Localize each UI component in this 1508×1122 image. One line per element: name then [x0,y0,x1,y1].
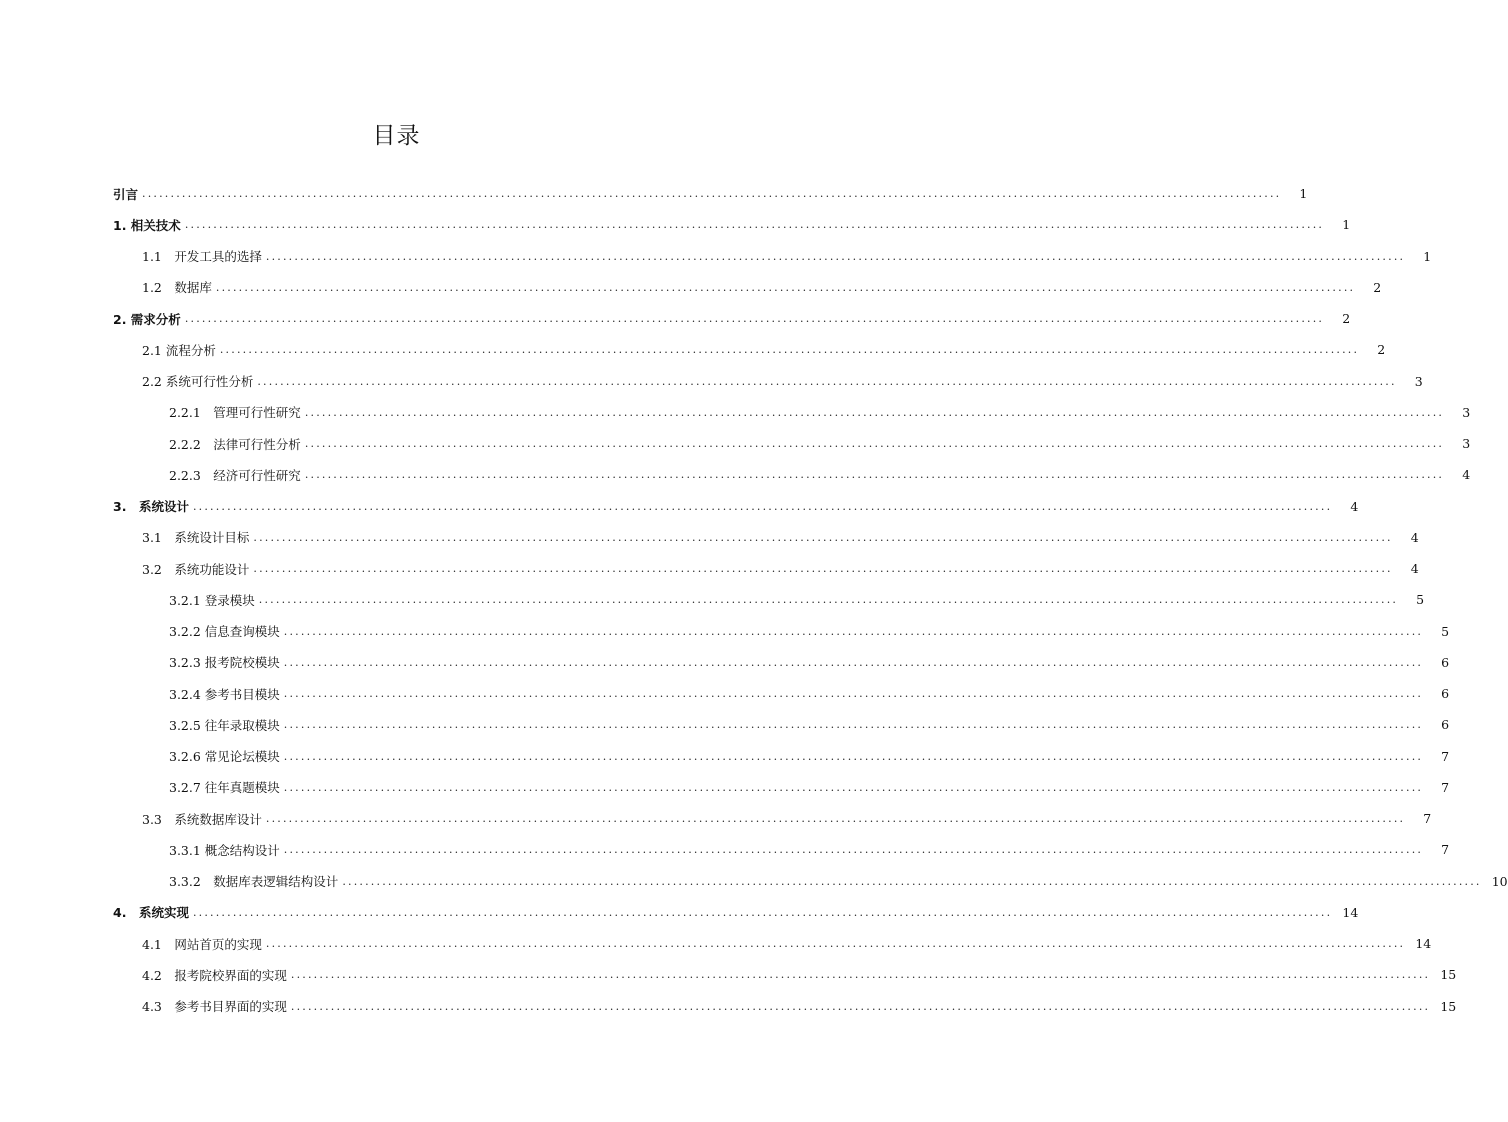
toc-entry-text: 4.1 网站首页的实现 [142,936,262,952]
toc-entry-text: 2.2.1 管理可行性研究 [169,405,301,421]
toc-leader-dots: ........................................................................................................................................................................................................ [253,530,1393,544]
toc-leader-dots: ........................................................................................................................................................................................................ [304,468,1445,482]
toc-leader-dots: ........................................................................................................................................................................................................ [283,780,1424,794]
toc-leader-dots: ........................................................................................................................................................................................................ [253,562,1393,576]
toc-entry-text: 3.2.1 登录模块 [169,592,255,608]
toc-leader-dots: ........................................................................................................................................................................................................ [283,624,1424,638]
toc-entry[interactable] [0,897,1359,928]
toc-leader-dots: ........................................................................................................................................................................................................ [215,280,1356,294]
toc-entry-text: 2.2.3 经济可行性研究 [169,467,301,483]
toc-leader-dots: ........................................................................................................................................................................................................ [184,312,1325,326]
toc-entry-text: 1.1 开发工具的选择 [142,249,262,265]
toc-page-number: 5 [1416,592,1425,608]
toc-entry[interactable] [0,803,1432,834]
toc-page-number: 2 [1342,311,1351,327]
toc-page-number: 2 [1373,279,1382,295]
toc-page-number: 4 [1410,561,1419,577]
toc-entry-text: 4. 系统实现 [113,905,189,921]
toc-entry[interactable] [0,834,1450,865]
toc-entry[interactable] [0,991,1457,1022]
toc-entry[interactable] [0,397,1471,428]
toc-entry-text: 3.2.4 参考书目模块 [169,686,280,702]
toc-leader-dots: ........................................................................................................................................................................................................ [290,968,1431,982]
toc-entry-text: 引言 [113,186,139,202]
toc-page-number: 15 [1440,998,1457,1014]
toc-page-number: 5 [1441,623,1450,639]
toc-page-number: 2 [1377,342,1386,358]
toc-entry-text: 1.2 数据库 [142,280,212,296]
toc-entry[interactable] [0,928,1432,959]
toc-leader-dots: ........................................................................................................................................................................................................ [304,437,1445,451]
toc-page-number: 10 [1491,873,1508,889]
toc-entry-text: 3.2 系统功能设计 [142,561,250,577]
toc-leader-dots: ........................................................................................................................................................................................................ [142,187,1282,201]
toc-entry[interactable] [0,647,1450,678]
toc-leader-dots: ........................................................................................................................................................................................................ [290,999,1431,1013]
toc-entry[interactable] [0,209,1351,240]
toc-entry[interactable] [0,428,1471,459]
toc-entry[interactable] [0,772,1450,803]
toc-leader-dots: ........................................................................................................................................................................................................ [283,749,1424,763]
toc-entry-text: 2. 需求分析 [113,311,181,327]
toc-entry-text: 3.3.2 数据库表逻辑结构设计 [169,874,339,890]
toc-entry-text: 3.1 系统设计目标 [142,530,250,546]
toc-entry[interactable] [0,709,1450,740]
toc-page-number: 1 [1299,186,1308,202]
table-of-contents [0,178,1508,1022]
toc-entry[interactable] [0,241,1432,272]
toc-entry[interactable] [0,741,1450,772]
toc-entry[interactable] [0,272,1382,303]
toc-page-number: 6 [1441,654,1450,670]
toc-leader-dots: ........................................................................................................................................................................................................ [265,812,1406,826]
toc-page-number: 7 [1441,779,1450,795]
toc-page-number: 7 [1441,842,1450,858]
toc-page-number: 14 [1415,936,1432,952]
toc-entry-text: 3.3.1 概念结构设计 [169,842,280,858]
toc-entry[interactable] [0,459,1471,490]
toc-entry-text: 3.2.7 往年真题模块 [169,780,280,796]
toc-page-number: 4 [1410,529,1419,545]
toc-page-number: 3 [1462,436,1471,452]
toc-page-number: 4 [1462,467,1471,483]
toc-leader-dots: ........................................................................................................................................................................................................ [265,249,1406,263]
toc-page-number: 7 [1423,811,1432,827]
toc-entry[interactable] [0,584,1425,615]
toc-entry-text: 4.2 报考院校界面的实现 [142,967,287,983]
toc-leader-dots: ........................................................................................................................................................................................................ [283,687,1424,701]
toc-entry[interactable] [0,366,1423,397]
toc-entry-text: 2.2.2 法律可行性分析 [169,436,301,452]
toc-leader-dots: ........................................................................................................................................................................................................ [283,843,1424,857]
toc-entry[interactable] [0,522,1419,553]
toc-leader-dots: ........................................................................................................................................................................................................ [192,499,1333,513]
toc-page-number: 7 [1441,748,1450,764]
toc-entry[interactable] [0,866,1508,897]
toc-leader-dots: ........................................................................................................................................................................................................ [192,905,1333,919]
toc-page-number: 3 [1414,373,1423,389]
toc-leader-dots: ........................................................................................................................................................................................................ [184,218,1325,232]
toc-page-number: 15 [1440,967,1457,983]
toc-page-number: 1 [1342,217,1351,233]
toc-page-number: 3 [1462,404,1471,420]
toc-leader-dots: ........................................................................................................................................................................................................ [304,405,1445,419]
toc-entry[interactable] [0,616,1450,647]
toc-page-number: 4 [1350,498,1359,514]
toc-entry-text: 3.2.5 往年录取模块 [169,717,280,733]
toc-entry[interactable] [0,303,1351,334]
toc-page-number: 6 [1441,717,1450,733]
toc-leader-dots: ........................................................................................................................................................................................................ [283,655,1424,669]
toc-entry-text: 3. 系统设计 [113,499,189,515]
toc-page-number: 1 [1423,248,1432,264]
toc-page-number: 14 [1342,904,1359,920]
toc-page-number: 6 [1441,686,1450,702]
toc-entry[interactable] [0,959,1457,990]
toc-entry-text: 2.1 流程分析 [142,342,216,358]
toc-entry[interactable] [0,334,1386,365]
toc-entry[interactable] [0,178,1308,209]
toc-entry-text: 3.2.6 常见论坛模块 [169,749,280,765]
toc-leader-dots: ........................................................................................................................................................................................................ [265,937,1406,951]
toc-entry-text: 3.3 系统数据库设计 [142,811,262,827]
toc-entry[interactable] [0,491,1359,522]
toc-entry[interactable] [0,553,1419,584]
toc-entry-text: 4.3 参考书目界面的实现 [142,999,287,1015]
toc-leader-dots: ........................................................................................................................................................................................................ [342,874,1482,888]
toc-leader-dots: ........................................................................................................................................................................................................ [258,593,1399,607]
toc-entry[interactable] [0,678,1450,709]
toc-leader-dots: ........................................................................................................................................................................................................ [219,343,1360,357]
page-title: 目录 [372,123,421,149]
toc-entry-text: 3.2.2 信息查询模块 [169,624,280,640]
toc-entry-text: 1. 相关技术 [113,217,181,233]
toc-leader-dots: ........................................................................................................................................................................................................ [257,374,1397,388]
toc-entry-text: 3.2.3 报考院校模块 [169,655,280,671]
toc-leader-dots: ........................................................................................................................................................................................................ [283,718,1424,732]
toc-entry-text: 2.2 系统可行性分析 [142,374,254,390]
